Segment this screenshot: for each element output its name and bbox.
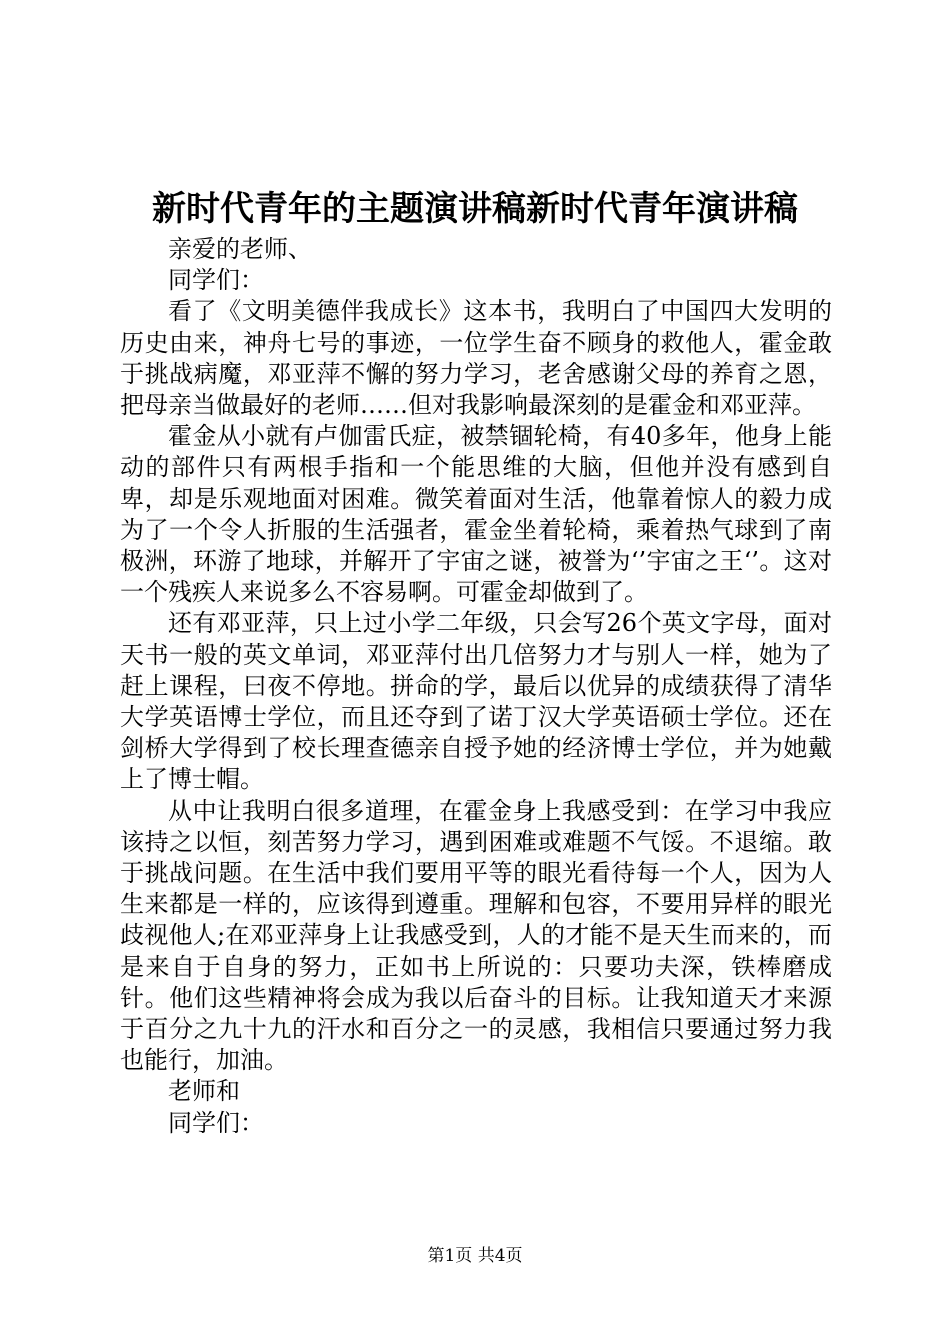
body-paragraph-2: 霍金从小就有卢伽雷氏症，被禁锢轮椅，有40多年，他身上能动的部件只有两根手指和一个能思维的大脑，但他并没有感到自卑，却是乐观地面对困难。微笑着面对生活，他靠着惊人的毅力成为了一个令人折服的生活强者，霍金坐着轮椅，乘着热气球到了南极洲，环游了地球，并解开了宇宙之谜，被誉为‘’宇宙之王‘’。这对一个残疾人来说多么不容易啊。可霍金却做到了。	[120, 422, 832, 607]
body-paragraph-3: 还有邓亚萍，只上过小学二年级，只会写26个英文字母，面对天书一般的英文单词，邓亚萍付出几倍努力才与别人一样，她为了赶上课程，曰夜不停地。拼命的学，最后以优异的成绩获得了清华大学英语博士学位，而且还夺到了诺丁汉大学英语硕士学位。还在剑桥大学得到了校长理查德亲自授予她的经济博士学位，并为她戴上了博士帽。	[120, 609, 832, 794]
salutation-line-1: 亲爱的老师、	[168, 235, 312, 263]
document-title: 新时代青年的主题演讲稿新时代青年演讲稿	[152, 189, 798, 229]
document-body	[120, 234, 832, 1139]
body-paragraph-1: 看了《文明美德伴我成长》这本书，我明白了中国四大发明的历史由来，神舟七号的事迹，一位学生奋不顾身的救他人，霍金敢于挑战病魔，邓亚萍不懈的努力学习，老舍感谢父母的养育之恩，把母亲当做最好的老师……但对我影响最深刻的是霍金和邓亚萍。	[120, 297, 832, 420]
salutation-line-2: 同学们：	[168, 266, 264, 295]
closing-line-2: 同学们：	[168, 1108, 264, 1137]
closing-line-1: 老师和	[168, 1077, 240, 1106]
page-number-footer: 第1页 共4页	[427, 1246, 523, 1266]
body-paragraph-4: 从中让我明白很多道理，在霍金身上我感受到：在学习中我应该持之以恒，刻苦努力学习，遇到困难或难题不气馁。不退缩。敢于挑战问题。在生活中我们要用平等的眼光看待每一个人，因为人生来都是一样的，应该得到遵重。理解和包容，不要用异样的眼光歧视他人;在邓亚萍身上让我感受到，人的才能不是天生而来的，而是来自于自身的努力，正如书上所说的：只要功夫深，铁棒磨成针。他们这些精神将会成为我以后奋斗的目标。让我知道天才来源于百分之九十九的汗水和百分之一的灵感，我相信只要通过努力我也能行，加油。	[120, 796, 832, 1075]
